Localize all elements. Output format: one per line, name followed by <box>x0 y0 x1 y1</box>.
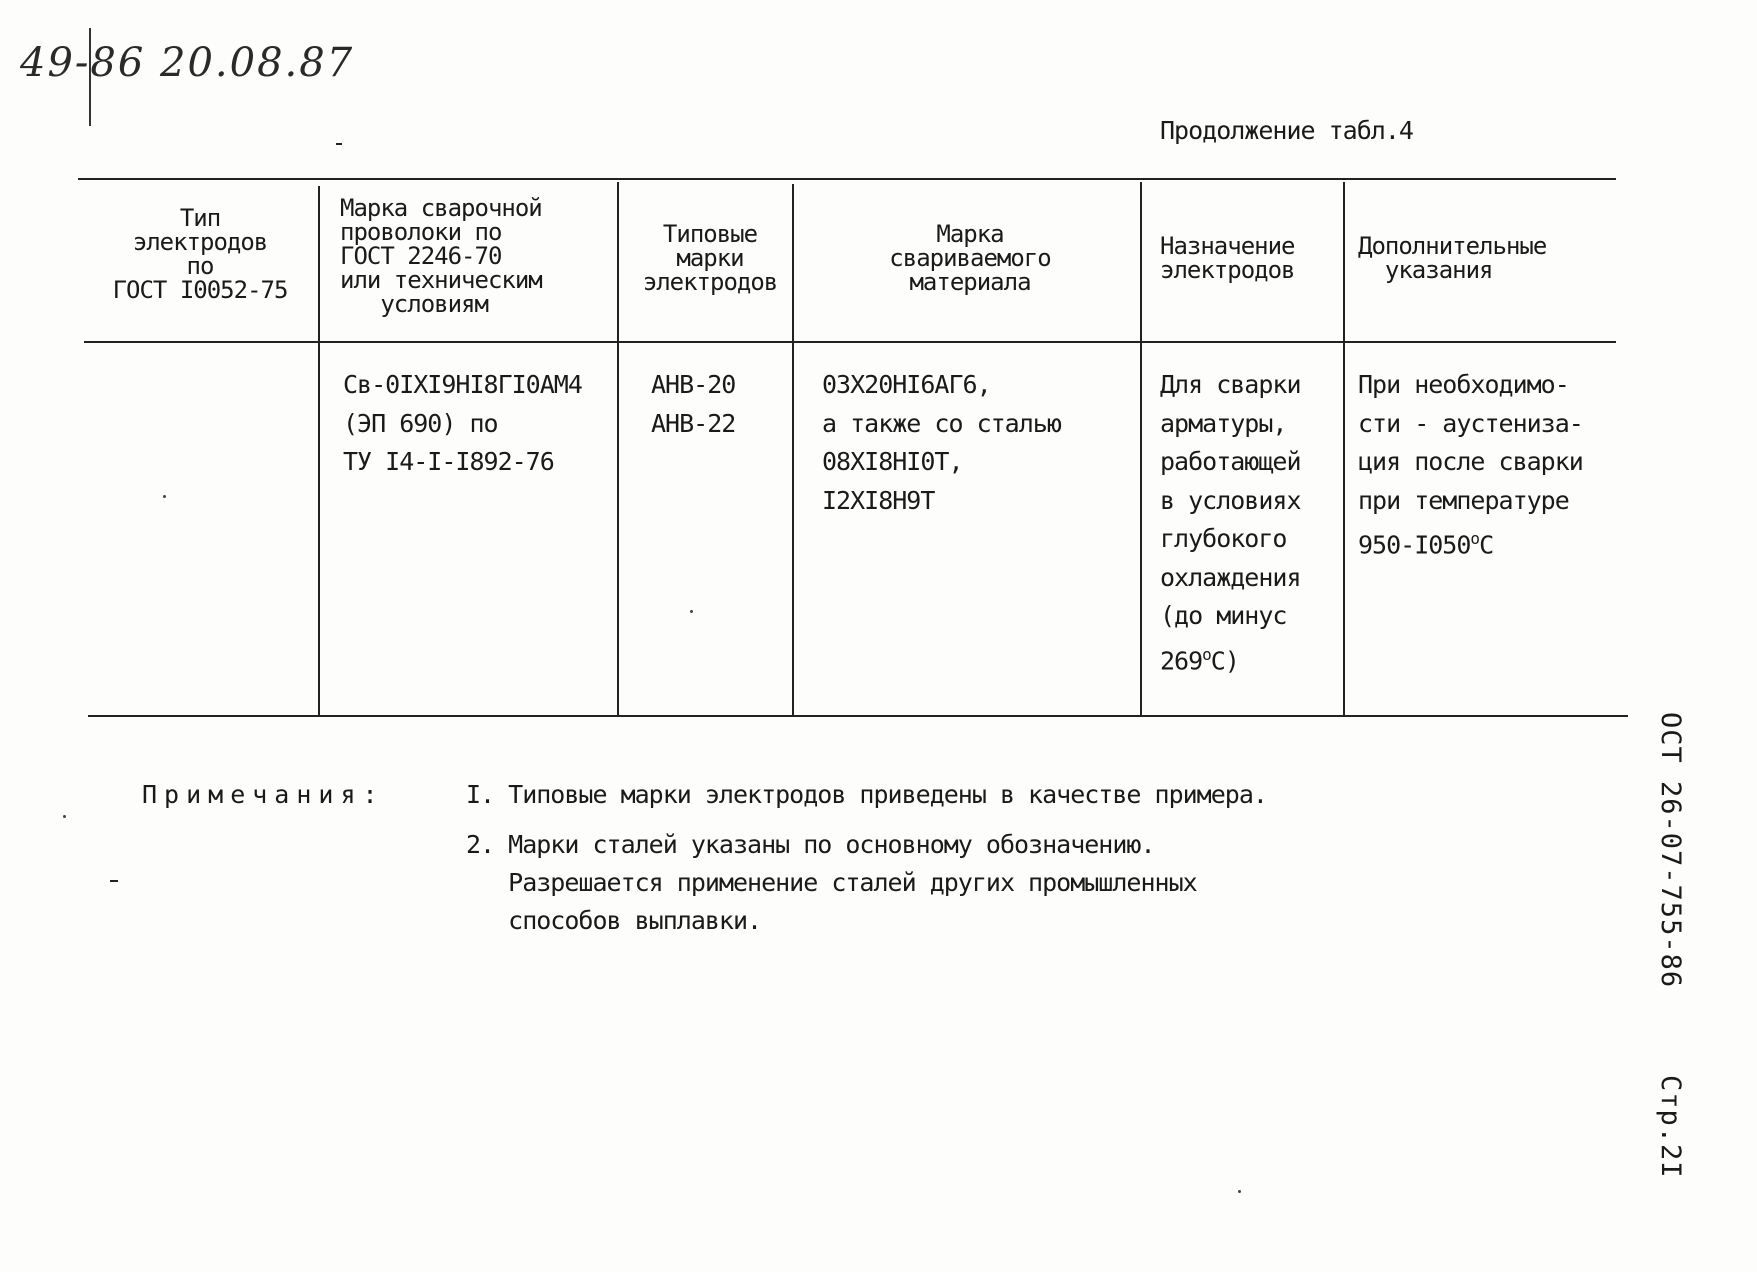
scan-speck <box>1238 1190 1241 1193</box>
table-column-divider <box>1140 182 1142 717</box>
table-top-rule <box>78 178 1616 180</box>
note-item: Разрешается применение сталей других промышленных <box>466 868 1197 897</box>
cell-wire-grade: Св-0IXI9HI8ГI0АМ4 (ЭП 690) по ТУ I4-I-I892-76 <box>343 370 582 476</box>
table-column-divider <box>617 182 619 717</box>
note-item: способов выплавки. <box>466 906 762 935</box>
scan-speck <box>110 880 118 882</box>
scan-speck <box>690 610 693 613</box>
page-number: Стр.2I <box>1655 1075 1686 1179</box>
table-column-divider <box>1343 182 1345 717</box>
scan-speck <box>163 495 166 498</box>
header-purpose: Назначение электродов <box>1160 232 1295 284</box>
cell-purpose: Для сварки арматуры, работающей в условиях глубокого охлаждения (до минус $269^оС$) <box>1160 370 1301 675</box>
notes-label: Примечания: <box>142 780 385 809</box>
header-electrode-type: Тип электродов по ГОСТ I0052-75 <box>112 204 288 304</box>
header-typical-electrodes: Типовые марки электродов <box>642 220 778 296</box>
cell-welded-material: 03X20HI6АГ6, а также со сталью 08XI8HI0T, I2XI8H9T <box>822 370 1061 515</box>
table-column-divider <box>318 186 320 717</box>
scan-speck <box>336 143 342 145</box>
note-item: 2. Марки сталей указаны по основному обозначению. <box>466 830 1155 859</box>
table-header-rule <box>84 341 1616 343</box>
header-welded-material: Марка свариваемого материала <box>889 220 1051 296</box>
scan-speck <box>63 815 66 818</box>
cell-additional-notes: При необходимо- сти - аустениза- ция после сварки при температуре $950-I050^оС$ <box>1358 370 1583 560</box>
note-item: I. Типовые марки электродов приведены в качестве примера. <box>466 780 1267 809</box>
document-code: ОСТ 26-07-755-86 <box>1655 712 1686 989</box>
table-column-divider <box>792 184 794 717</box>
header-wire-grade: Марка сварочной проволоки по ГОСТ 2246-70 или техническим условиям <box>340 194 542 318</box>
header-additional-notes: Дополнительные указания <box>1358 232 1547 284</box>
continuation-label: Продолжение табл.4 <box>1160 116 1413 145</box>
handwritten-note: 49-86 20.08.87 <box>20 40 355 86</box>
cell-typical-electrodes: АНВ-20 АНВ-22 <box>651 370 736 438</box>
